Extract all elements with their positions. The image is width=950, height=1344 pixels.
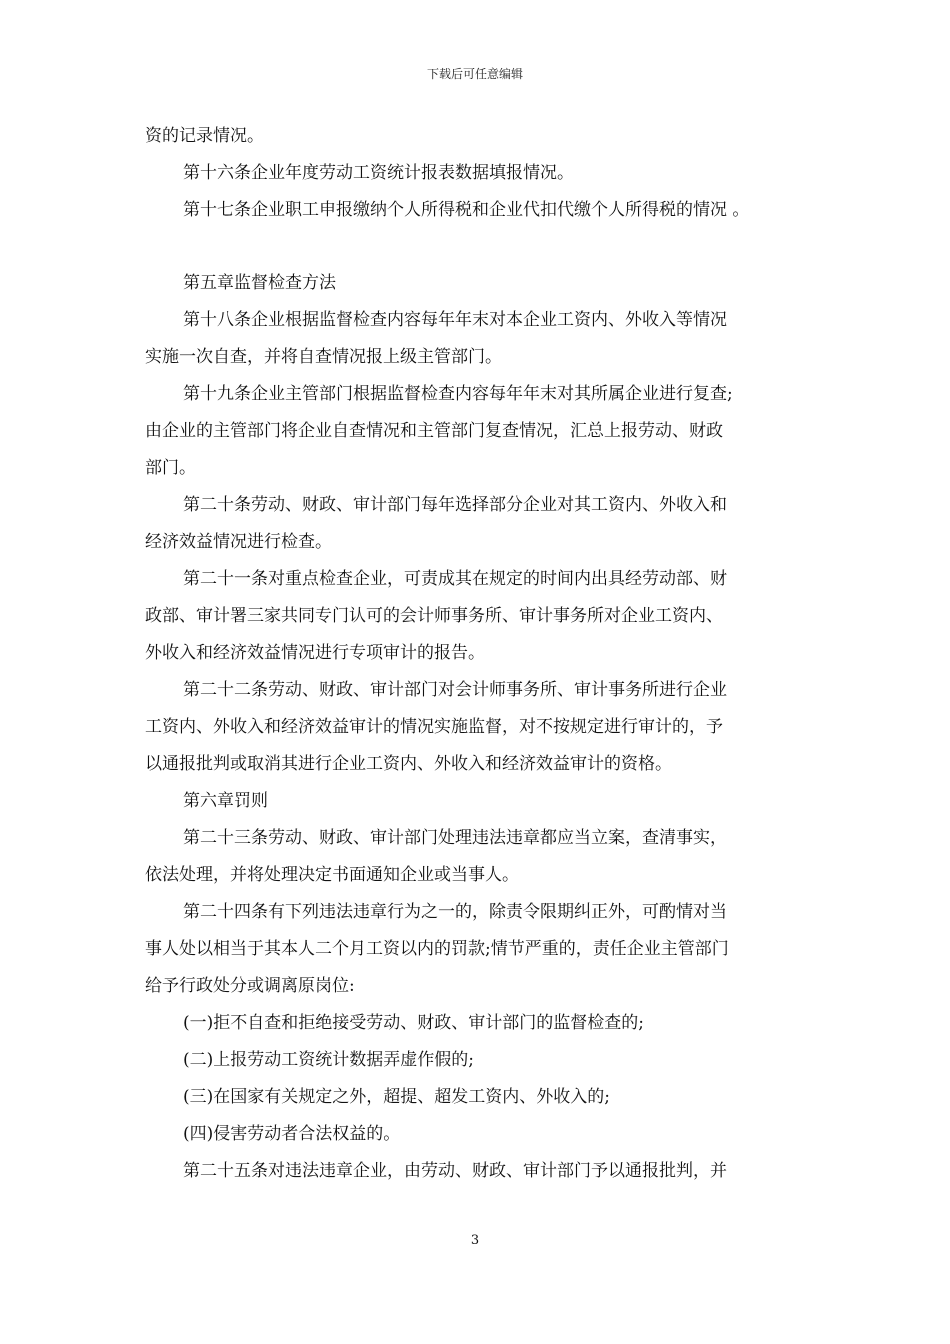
text-line: 外收入和经济效益情况进行专项审计的报告。	[145, 643, 485, 663]
text-line: 依法处理，并将处理决定书面通知企业或当事人。	[145, 865, 519, 885]
article-16: 第十六条企业年度劳动工资统计报表数据填报情况。	[183, 163, 574, 183]
article-22: 第二十二条劳动、财政、审计部门对会计师事务所、审计事务所进行企业	[183, 680, 727, 700]
text-line: 政部、审计署三家共同专门认可的会计师事务所、审计事务所对企业工资内、	[145, 606, 723, 626]
article-25: 第二十五条对违法违章企业，由劳动、财政、审计部门予以通报批判，并	[183, 1161, 727, 1181]
text-line: 以通报批判或取消其进行企业工资内、外收入和经济效益审计的资格。	[145, 754, 672, 774]
text-line: 部门。	[145, 458, 196, 478]
article-21: 第二十一条对重点检查企业，可责成其在规定的时间内出具经劳动部、财	[183, 569, 727, 589]
article-23: 第二十三条劳动、财政、审计部门处理违法违章都应当立案，查清事实，	[183, 828, 727, 848]
article-19: 第十九条企业主管部门根据监督检查内容每年年末对其所属企业进行复查;	[183, 384, 733, 404]
list-item-3: (三)在国家有关规定之外，超提、超发工资内、外收入的;	[183, 1087, 610, 1107]
page-number: 3	[470, 1233, 480, 1248]
paragraph-gap	[145, 229, 813, 265]
article-20: 第二十条劳动、财政、审计部门每年选择部分企业对其工资内、外收入和	[183, 495, 727, 515]
text-line: 给予行政处分或调离原岗位:	[145, 976, 355, 996]
document-body	[145, 118, 813, 1190]
text-line: 实施一次自查，并将自查情况报上级主管部门。	[145, 347, 502, 367]
article-17: 第十七条企业职工申报缴纳个人所得税和企业代扣代缴个人所得税的情况 。	[183, 200, 750, 220]
article-24: 第二十四条有下列违法违章行为之一的，除责令限期纠正外，可酌情对当	[183, 902, 727, 922]
text-line: 事人处以相当于其本人二个月工资以内的罚款;情节严重的，责任企业主管部门	[145, 939, 729, 959]
list-item-4: (四)侵害劳动者合法权益的。	[183, 1124, 401, 1144]
text-line: 经济效益情况进行检查。	[145, 532, 332, 552]
chapter-6-heading: 第六章罚则	[183, 791, 268, 811]
list-item-1: (一)拒不自查和拒绝接受劳动、财政、审计部门的监督检查的;	[183, 1013, 644, 1033]
article-18: 第十八条企业根据监督检查内容每年年末对本企业工资内、外收入等情况	[183, 310, 727, 330]
chapter-5-heading: 第五章监督检查方法	[183, 273, 336, 293]
list-item-2: (二)上报劳动工资统计数据弄虚作假的;	[183, 1050, 474, 1070]
text-line: 工资内、外收入和经济效益审计的情况实施监督，对不按规定进行审计的，予	[145, 717, 723, 737]
text-line: 由企业的主管部门将企业自查情况和主管部门复查情况，汇总上报劳动、财政	[145, 421, 723, 441]
page-header-note: 下载后可任意编辑	[426, 67, 523, 81]
text-line: 资的记录情况。	[145, 126, 264, 146]
